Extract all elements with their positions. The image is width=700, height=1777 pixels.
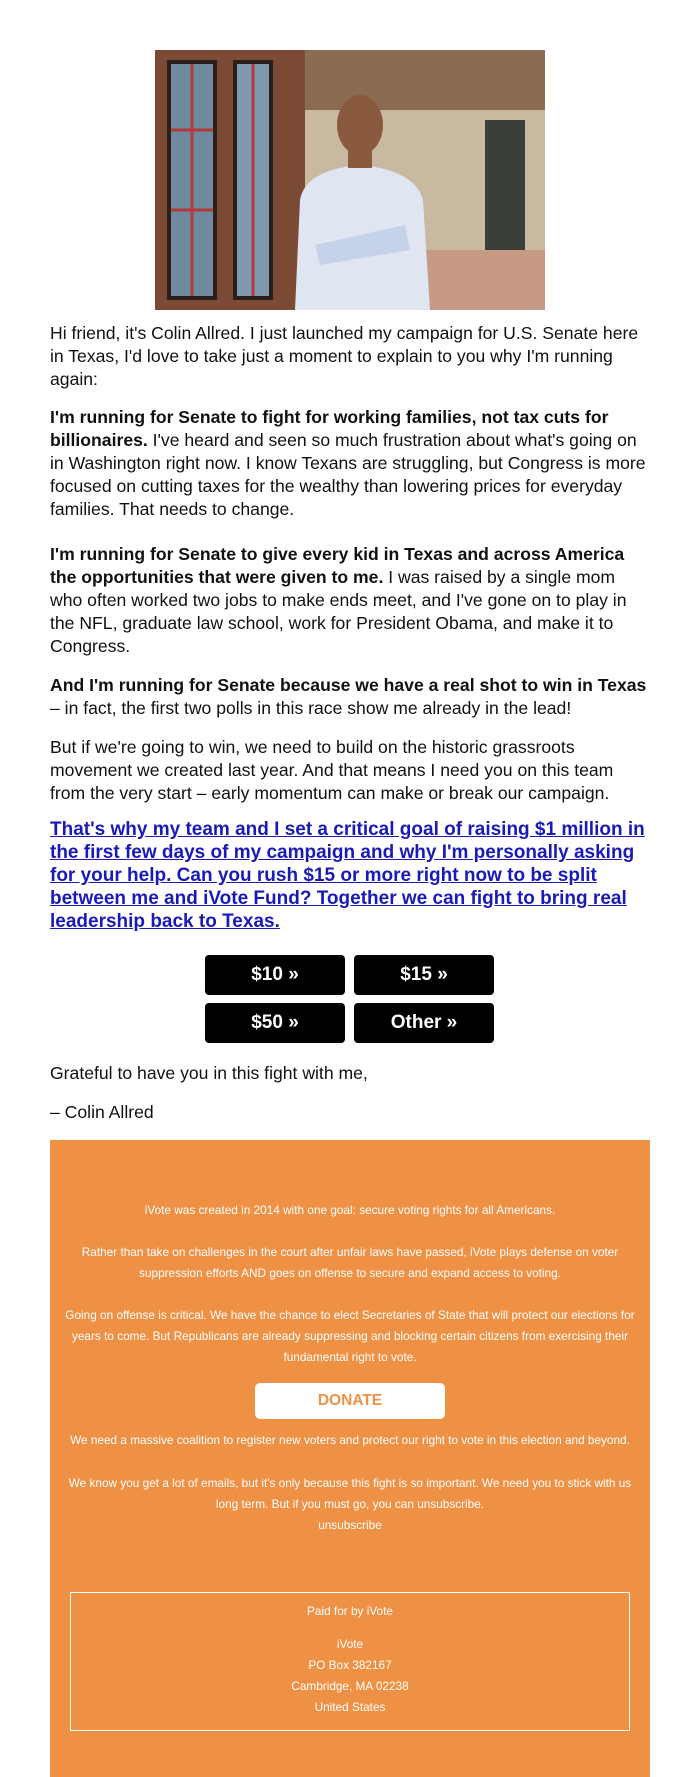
paid-for-text: Paid for by iVote (307, 1604, 393, 1618)
footer-panel (50, 1140, 650, 1777)
paragraph-text: I've heard and seen so much frustration about what's going on in Washington right now. I know Texans are struggling, but Congress is more focused on cutting taxes for the wealthy than lowering prices for everyday families. That needs to change. (50, 430, 646, 519)
closing-line (50, 1062, 650, 1085)
donate-15-button[interactable]: $15 » (354, 955, 494, 995)
address-po-box: PO Box 382167 (308, 1658, 392, 1672)
footer-text-mission: iVote was created in 2014 with one goal: secure voting rights for all Americans. (144, 1203, 556, 1217)
paragraph-text: I was raised by a single mom who often worked two jobs to make ends meet, and I've gone on to play in the NFL, graduate law school, work for President Obama, and make it to Congress. (50, 567, 627, 656)
address-city: Cambridge, MA 02238 (291, 1679, 409, 1693)
signature-text: – Colin Allred (50, 1102, 154, 1122)
paragraph-text: – in fact, the first two polls in this race show me already in the lead! (50, 698, 572, 718)
paragraph-working-families (50, 406, 650, 521)
footer-donate-button[interactable]: DONATE (255, 1383, 445, 1419)
paragraph-bold: I'm running for Senate to give every kid in Texas and across America the opportunities that were given to me. (50, 544, 625, 587)
footer-text-coalition: We need a massive coalition to register new voters and protect our right to vote in this election and beyond. (70, 1433, 630, 1447)
donate-other-button[interactable]: Other » (354, 1003, 494, 1043)
signature-line (50, 1101, 650, 1124)
paragraph-grassroots (50, 736, 650, 805)
donate-10-button[interactable]: $10 » (205, 955, 345, 995)
intro-paragraph (50, 322, 650, 391)
org-name: iVote (336, 1637, 364, 1651)
paragraph-text: But if we're going to win, we need to build on the historic grassroots movement we created last year. And that means I need you on this team from the very start – early momentum can make or break our campaign. (50, 737, 614, 803)
intro-text: Hi friend, it's Colin Allred. I just launched my campaign for U.S. Senate here in Texas, I'd love to take just a moment to explain to you why I'm running again: (50, 323, 639, 389)
paragraph-bold: And I'm running for Senate because we have a real shot to win in Texas (50, 675, 647, 695)
footer-text-defense: Rather than take on challenges in the court after unfair laws have passed, iVote plays defense on voter suppression efforts AND goes on offense to secure and expand access to voting. (81, 1245, 619, 1280)
address-country: United States (314, 1700, 386, 1714)
donation-call-to-action-link[interactable]: That's why my team and I set a critical goal of raising $1 million in the first few days of my campaign and why I'm personally asking for your help. Can you rush $15 or more right now to be split between me and iVote Fund? Together we can fight to bring real leadership back to Texas. (50, 819, 645, 932)
unsubscribe-link[interactable]: unsubscribe (318, 1518, 382, 1532)
donate-50-button[interactable]: $50 » (205, 1003, 345, 1043)
paid-for-box (70, 1592, 630, 1731)
candidate-photo (155, 50, 545, 310)
footer-text-emails: We know you get a lot of emails, but it's only because this fight is so important. We need you to stick with us long term. But if you must go, you can unsubscribe. (68, 1476, 632, 1511)
closing-text: Grateful to have you in this fight with me, (50, 1063, 368, 1083)
paragraph-opportunities (50, 543, 650, 658)
footer-text-offense: Going on offense is critical. We have the chance to elect Secretaries of State that will protect our elections for years to come. But Republicans are already suppressing and blocking certain citizens from exercising their fundamental right to vote. (65, 1308, 635, 1364)
paragraph-bold: I'm running for Senate to fight for working families, not tax cuts for billionaires. (50, 407, 609, 450)
paragraph-real-shot (50, 674, 650, 720)
